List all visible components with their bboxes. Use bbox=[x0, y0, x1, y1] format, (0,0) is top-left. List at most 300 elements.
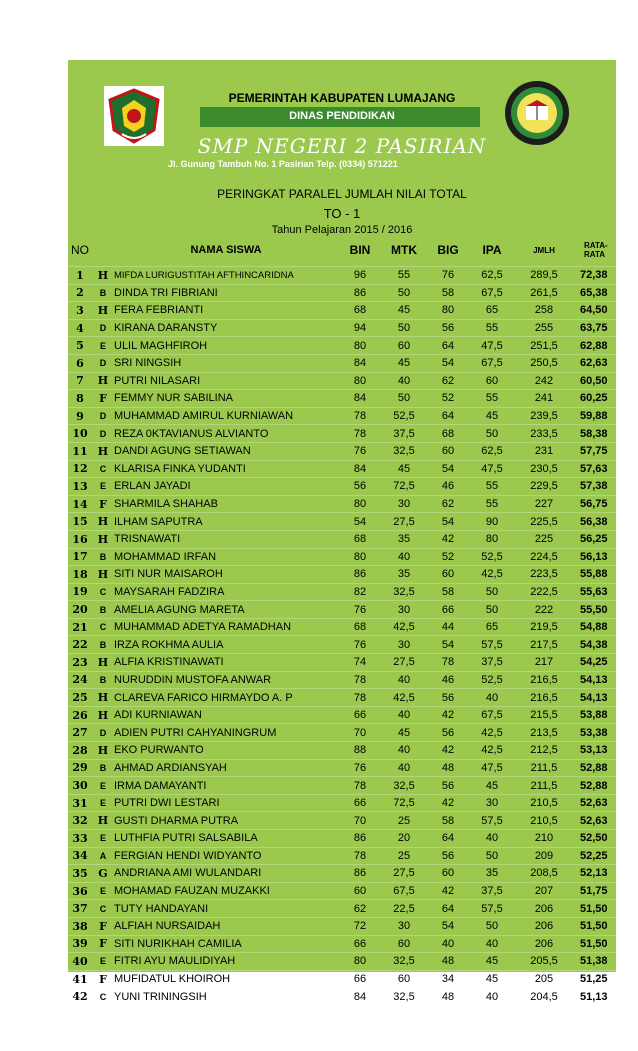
rank-number: 20 bbox=[68, 601, 92, 619]
score-bin: 54 bbox=[338, 513, 382, 531]
table-row bbox=[68, 654, 628, 672]
score-ipa: 55 bbox=[470, 319, 514, 337]
student-name: KIRANA DARANSTY bbox=[114, 319, 338, 337]
score-mtk: 35 bbox=[382, 566, 426, 584]
rank-number: 27 bbox=[68, 724, 92, 742]
score-bin: 84 bbox=[338, 988, 382, 1005]
average-score: 56,75 bbox=[574, 495, 628, 513]
table-row bbox=[68, 900, 628, 918]
score-big: 48 bbox=[426, 988, 470, 1005]
score-big: 58 bbox=[426, 812, 470, 830]
table-row bbox=[68, 425, 628, 443]
score-ipa: 47,5 bbox=[470, 460, 514, 478]
total-score: 206 bbox=[514, 900, 574, 918]
table-row bbox=[68, 284, 628, 302]
average-score: 54,13 bbox=[574, 689, 628, 707]
score-mtk: 27,5 bbox=[382, 654, 426, 672]
score-bin: 68 bbox=[338, 302, 382, 320]
score-bin: 80 bbox=[338, 548, 382, 566]
student-name: DINDA TRI FIBRIANI bbox=[114, 284, 338, 302]
score-ipa: 40 bbox=[470, 689, 514, 707]
class-code: H bbox=[92, 372, 114, 390]
class-code: A bbox=[92, 847, 114, 865]
score-mtk: 52,5 bbox=[382, 407, 426, 425]
score-ipa: 30 bbox=[470, 794, 514, 812]
score-ipa: 80 bbox=[470, 530, 514, 548]
average-score: 57,63 bbox=[574, 460, 628, 478]
total-score: 212,5 bbox=[514, 742, 574, 760]
score-mtk: 32,5 bbox=[382, 953, 426, 971]
score-bin: 94 bbox=[338, 319, 382, 337]
average-score: 53,13 bbox=[574, 742, 628, 760]
average-score: 55,50 bbox=[574, 601, 628, 619]
average-score: 57,38 bbox=[574, 478, 628, 496]
score-ipa: 57,5 bbox=[470, 812, 514, 830]
student-name: GUSTI DHARMA PUTRA bbox=[114, 812, 338, 830]
total-score: 213,5 bbox=[514, 724, 574, 742]
score-mtk: 45 bbox=[382, 460, 426, 478]
score-big: 52 bbox=[426, 548, 470, 566]
table-row bbox=[68, 794, 628, 812]
student-name: ILHAM SAPUTRA bbox=[114, 513, 338, 531]
score-mtk: 20 bbox=[382, 830, 426, 848]
score-bin: 80 bbox=[338, 337, 382, 355]
total-score: 216,5 bbox=[514, 689, 574, 707]
score-big: 68 bbox=[426, 425, 470, 443]
rank-number: 8 bbox=[68, 390, 92, 408]
table-row bbox=[68, 583, 628, 601]
average-score: 51,50 bbox=[574, 935, 628, 953]
score-ipa: 45 bbox=[470, 953, 514, 971]
class-code: C bbox=[92, 583, 114, 601]
average-score: 53,88 bbox=[574, 706, 628, 724]
student-name: MAYSARAH FADZIRA bbox=[114, 583, 338, 601]
average-score: 64,50 bbox=[574, 302, 628, 320]
score-ipa: 45 bbox=[470, 777, 514, 795]
table-row bbox=[68, 354, 628, 372]
col-jmlh: JMLH bbox=[533, 245, 555, 255]
class-code: F bbox=[92, 390, 114, 408]
class-code: H bbox=[92, 530, 114, 548]
total-score: 289,5 bbox=[514, 267, 574, 285]
table-row bbox=[68, 636, 628, 654]
rank-number: 32 bbox=[68, 812, 92, 830]
score-bin: 80 bbox=[338, 372, 382, 390]
student-name: ANDRIANA AMI WULANDARI bbox=[114, 865, 338, 883]
score-mtk: 30 bbox=[382, 495, 426, 513]
total-score: 222 bbox=[514, 601, 574, 619]
class-code: E bbox=[92, 337, 114, 355]
total-score: 225,5 bbox=[514, 513, 574, 531]
rank-number: 33 bbox=[68, 830, 92, 848]
total-score: 242 bbox=[514, 372, 574, 390]
score-ipa: 57,5 bbox=[470, 900, 514, 918]
score-bin: 70 bbox=[338, 812, 382, 830]
score-bin: 60 bbox=[338, 882, 382, 900]
score-ipa: 65 bbox=[470, 618, 514, 636]
class-code: F bbox=[92, 935, 114, 953]
col-ipa: IPA bbox=[482, 243, 502, 257]
score-mtk: 32,5 bbox=[382, 442, 426, 460]
score-mtk: 67,5 bbox=[382, 882, 426, 900]
table-row bbox=[68, 618, 628, 636]
class-code: C bbox=[92, 618, 114, 636]
score-ipa: 47,5 bbox=[470, 759, 514, 777]
average-score: 55,88 bbox=[574, 566, 628, 584]
score-ipa: 67,5 bbox=[470, 284, 514, 302]
student-name: ADIEN PUTRI CAHYANINGRUM bbox=[114, 724, 338, 742]
student-name: IRMA DAMAYANTI bbox=[114, 777, 338, 795]
score-bin: 86 bbox=[338, 566, 382, 584]
score-mtk: 27,5 bbox=[382, 513, 426, 531]
score-bin: 56 bbox=[338, 478, 382, 496]
score-big: 42 bbox=[426, 530, 470, 548]
score-ipa: 40 bbox=[470, 830, 514, 848]
score-big: 54 bbox=[426, 513, 470, 531]
table-row bbox=[68, 478, 628, 496]
student-name: LUTHFIA PUTRI SALSABILA bbox=[114, 830, 338, 848]
score-bin: 84 bbox=[338, 460, 382, 478]
score-big: 60 bbox=[426, 442, 470, 460]
score-mtk: 45 bbox=[382, 302, 426, 320]
rank-number: 28 bbox=[68, 742, 92, 760]
total-score: 207 bbox=[514, 882, 574, 900]
student-name: NURUDDIN MUSTOFA ANWAR bbox=[114, 671, 338, 689]
ranking-title: PERINGKAT PARALEL JUMLAH NILAI TOTAL bbox=[217, 187, 467, 201]
average-score: 55,63 bbox=[574, 583, 628, 601]
score-bin: 76 bbox=[338, 442, 382, 460]
average-score: 56,13 bbox=[574, 548, 628, 566]
average-score: 52,50 bbox=[574, 830, 628, 848]
rank-number: 22 bbox=[68, 636, 92, 654]
class-code: H bbox=[92, 706, 114, 724]
class-code: D bbox=[92, 724, 114, 742]
score-ipa: 47,5 bbox=[470, 337, 514, 355]
average-score: 51,13 bbox=[574, 988, 628, 1005]
score-ipa: 42,5 bbox=[470, 724, 514, 742]
score-big: 54 bbox=[426, 917, 470, 935]
score-ipa: 35 bbox=[470, 865, 514, 883]
score-mtk: 32,5 bbox=[382, 988, 426, 1005]
rank-number: 40 bbox=[68, 953, 92, 971]
student-name: IRZA ROKHMA AULIA bbox=[114, 636, 338, 654]
score-ipa: 50 bbox=[470, 583, 514, 601]
col-mtk: MTK bbox=[391, 243, 417, 257]
student-name: FERGIAN HENDI WIDYANTO bbox=[114, 847, 338, 865]
rank-number: 24 bbox=[68, 671, 92, 689]
table-row bbox=[68, 724, 628, 742]
score-bin: 68 bbox=[338, 618, 382, 636]
school-address: Jl. Gunung Tambuh No. 1 Pasirian Telp. (0334) 571221 bbox=[168, 159, 398, 169]
score-ipa: 42,5 bbox=[470, 742, 514, 760]
table-row bbox=[68, 302, 628, 320]
score-big: 52 bbox=[426, 390, 470, 408]
student-name: MIFDA LURIGUSTITAH AFTHINCARIDNA bbox=[114, 267, 338, 285]
col-big: BIG bbox=[437, 243, 459, 257]
score-ipa: 45 bbox=[470, 970, 514, 988]
table-row bbox=[68, 689, 628, 707]
total-score: 223,5 bbox=[514, 566, 574, 584]
average-score: 54,88 bbox=[574, 618, 628, 636]
table-row bbox=[68, 566, 628, 584]
col-rata: RATA-RATA bbox=[584, 241, 608, 259]
table-row bbox=[68, 759, 628, 777]
score-ipa: 55 bbox=[470, 478, 514, 496]
score-big: 42 bbox=[426, 794, 470, 812]
average-score: 57,75 bbox=[574, 442, 628, 460]
score-bin: 66 bbox=[338, 935, 382, 953]
table-row bbox=[68, 548, 628, 566]
score-mtk: 40 bbox=[382, 706, 426, 724]
score-big: 42 bbox=[426, 742, 470, 760]
table-row bbox=[68, 407, 628, 425]
student-name: PUTRI DWI LESTARI bbox=[114, 794, 338, 812]
average-score: 72,38 bbox=[574, 267, 628, 285]
average-score: 63,75 bbox=[574, 319, 628, 337]
average-score: 65,38 bbox=[574, 284, 628, 302]
score-mtk: 40 bbox=[382, 372, 426, 390]
score-big: 56 bbox=[426, 724, 470, 742]
score-big: 56 bbox=[426, 689, 470, 707]
class-code: H bbox=[92, 654, 114, 672]
score-mtk: 60 bbox=[382, 935, 426, 953]
class-code: B bbox=[92, 636, 114, 654]
class-code: F bbox=[92, 970, 114, 988]
average-score: 54,38 bbox=[574, 636, 628, 654]
class-code: D bbox=[92, 425, 114, 443]
table-row bbox=[68, 812, 628, 830]
class-code: E bbox=[92, 953, 114, 971]
score-mtk: 50 bbox=[382, 284, 426, 302]
average-score: 62,63 bbox=[574, 354, 628, 372]
average-score: 52,63 bbox=[574, 794, 628, 812]
score-big: 78 bbox=[426, 654, 470, 672]
table-row bbox=[68, 495, 628, 513]
rank-number: 36 bbox=[68, 882, 92, 900]
score-bin: 84 bbox=[338, 390, 382, 408]
score-ipa: 62,5 bbox=[470, 442, 514, 460]
table-row bbox=[68, 970, 628, 988]
score-mtk: 55 bbox=[382, 267, 426, 285]
total-score: 230,5 bbox=[514, 460, 574, 478]
class-code: H bbox=[92, 267, 114, 285]
class-code: E bbox=[92, 478, 114, 496]
score-ipa: 50 bbox=[470, 847, 514, 865]
student-name: CLAREVA FARICO HIRMAYDO A. P bbox=[114, 689, 338, 707]
score-bin: 80 bbox=[338, 495, 382, 513]
student-name: AHMAD ARDIANSYAH bbox=[114, 759, 338, 777]
total-score: 209 bbox=[514, 847, 574, 865]
student-name: ERLAN JAYADI bbox=[114, 478, 338, 496]
average-score: 58,38 bbox=[574, 425, 628, 443]
total-score: 217,5 bbox=[514, 636, 574, 654]
score-ipa: 65 bbox=[470, 302, 514, 320]
student-name: ALFIAH NURSAIDAH bbox=[114, 917, 338, 935]
rank-number: 15 bbox=[68, 513, 92, 531]
average-score: 52,88 bbox=[574, 777, 628, 795]
score-ipa: 50 bbox=[470, 425, 514, 443]
student-name: SHARMILA SHAHAB bbox=[114, 495, 338, 513]
class-code: B bbox=[92, 548, 114, 566]
rank-number: 35 bbox=[68, 865, 92, 883]
total-score: 219,5 bbox=[514, 618, 574, 636]
total-score: 210,5 bbox=[514, 812, 574, 830]
score-ipa: 62,5 bbox=[470, 267, 514, 285]
student-name: DANDI AGUNG SETIAWAN bbox=[114, 442, 338, 460]
score-bin: 78 bbox=[338, 689, 382, 707]
score-ipa: 50 bbox=[470, 601, 514, 619]
score-big: 56 bbox=[426, 777, 470, 795]
table-row bbox=[68, 882, 628, 900]
rank-number: 42 bbox=[68, 988, 92, 1005]
score-bin: 70 bbox=[338, 724, 382, 742]
class-code: D bbox=[92, 319, 114, 337]
table-row bbox=[68, 830, 628, 848]
score-bin: 78 bbox=[338, 425, 382, 443]
rank-number: 18 bbox=[68, 566, 92, 584]
total-score: 215,5 bbox=[514, 706, 574, 724]
rank-number: 11 bbox=[68, 442, 92, 460]
score-big: 48 bbox=[426, 953, 470, 971]
score-mtk: 27,5 bbox=[382, 865, 426, 883]
score-bin: 96 bbox=[338, 267, 382, 285]
score-mtk: 40 bbox=[382, 742, 426, 760]
col-class bbox=[92, 234, 114, 267]
table-row bbox=[68, 988, 628, 1005]
total-score: 208,5 bbox=[514, 865, 574, 883]
student-name: FERA FEBRIANTI bbox=[114, 302, 338, 320]
total-score: 227 bbox=[514, 495, 574, 513]
score-big: 54 bbox=[426, 460, 470, 478]
student-name: SITI NURIKHAH CAMILIA bbox=[114, 935, 338, 953]
average-score: 60,25 bbox=[574, 390, 628, 408]
score-mtk: 60 bbox=[382, 337, 426, 355]
average-score: 51,50 bbox=[574, 917, 628, 935]
average-score: 51,25 bbox=[574, 970, 628, 988]
table-row bbox=[68, 742, 628, 760]
rank-number: 37 bbox=[68, 900, 92, 918]
score-bin: 80 bbox=[338, 953, 382, 971]
score-bin: 76 bbox=[338, 601, 382, 619]
rank-number: 31 bbox=[68, 794, 92, 812]
score-big: 64 bbox=[426, 830, 470, 848]
average-score: 54,25 bbox=[574, 654, 628, 672]
score-bin: 62 bbox=[338, 900, 382, 918]
class-code: C bbox=[92, 460, 114, 478]
rank-number: 34 bbox=[68, 847, 92, 865]
rank-number: 23 bbox=[68, 654, 92, 672]
rank-number: 5 bbox=[68, 337, 92, 355]
score-ipa: 37,5 bbox=[470, 882, 514, 900]
score-ipa: 67,5 bbox=[470, 354, 514, 372]
rank-number: 25 bbox=[68, 689, 92, 707]
score-bin: 76 bbox=[338, 636, 382, 654]
score-big: 62 bbox=[426, 495, 470, 513]
score-big: 34 bbox=[426, 970, 470, 988]
student-name: MUFIDATUL KHOIROH bbox=[114, 970, 338, 988]
class-code: H bbox=[92, 302, 114, 320]
score-big: 58 bbox=[426, 583, 470, 601]
col-name: NAMA SISWA bbox=[190, 244, 262, 256]
total-score: 211,5 bbox=[514, 759, 574, 777]
score-mtk: 40 bbox=[382, 759, 426, 777]
score-ipa: 55 bbox=[470, 495, 514, 513]
average-score: 53,38 bbox=[574, 724, 628, 742]
score-big: 56 bbox=[426, 847, 470, 865]
total-score: 258 bbox=[514, 302, 574, 320]
score-bin: 78 bbox=[338, 777, 382, 795]
score-big: 54 bbox=[426, 354, 470, 372]
score-mtk: 30 bbox=[382, 601, 426, 619]
total-score: 241 bbox=[514, 390, 574, 408]
rank-number: 29 bbox=[68, 759, 92, 777]
score-big: 40 bbox=[426, 935, 470, 953]
rank-number: 1 bbox=[68, 267, 92, 285]
class-code: H bbox=[92, 442, 114, 460]
ranking-sheet bbox=[68, 60, 616, 1004]
score-ipa: 50 bbox=[470, 917, 514, 935]
score-mtk: 60 bbox=[382, 970, 426, 988]
score-bin: 82 bbox=[338, 583, 382, 601]
table-row bbox=[68, 671, 628, 689]
rank-number: 2 bbox=[68, 284, 92, 302]
score-mtk: 42,5 bbox=[382, 618, 426, 636]
total-score: 211,5 bbox=[514, 777, 574, 795]
table-row bbox=[68, 460, 628, 478]
score-ipa: 90 bbox=[470, 513, 514, 531]
total-score: 210 bbox=[514, 830, 574, 848]
score-bin: 86 bbox=[338, 284, 382, 302]
score-big: 42 bbox=[426, 706, 470, 724]
class-code: H bbox=[92, 513, 114, 531]
student-name: EKO PURWANTO bbox=[114, 742, 338, 760]
score-mtk: 45 bbox=[382, 354, 426, 372]
score-ipa: 37,5 bbox=[470, 654, 514, 672]
score-mtk: 72,5 bbox=[382, 794, 426, 812]
student-name: PUTRI NILASARI bbox=[114, 372, 338, 390]
score-mtk: 35 bbox=[382, 530, 426, 548]
average-score: 54,13 bbox=[574, 671, 628, 689]
class-code: E bbox=[92, 882, 114, 900]
table-row bbox=[68, 777, 628, 795]
score-big: 46 bbox=[426, 478, 470, 496]
rank-number: 30 bbox=[68, 777, 92, 795]
rank-number: 38 bbox=[68, 917, 92, 935]
score-big: 46 bbox=[426, 671, 470, 689]
student-name: KLARISA FINKA YUDANTI bbox=[114, 460, 338, 478]
table-row bbox=[68, 953, 628, 971]
class-code: B bbox=[92, 671, 114, 689]
rank-number: 17 bbox=[68, 548, 92, 566]
score-bin: 78 bbox=[338, 407, 382, 425]
class-code: F bbox=[92, 495, 114, 513]
student-name: YUNI TRININGSIH bbox=[114, 988, 338, 1005]
ranking-table bbox=[68, 234, 628, 1005]
class-code: B bbox=[92, 601, 114, 619]
score-bin: 86 bbox=[338, 865, 382, 883]
score-bin: 88 bbox=[338, 742, 382, 760]
score-big: 42 bbox=[426, 882, 470, 900]
department-name: DINAS PENDIDIKAN bbox=[289, 110, 395, 122]
score-big: 62 bbox=[426, 372, 470, 390]
table-row bbox=[68, 319, 628, 337]
score-bin: 76 bbox=[338, 759, 382, 777]
table-row bbox=[68, 513, 628, 531]
score-bin: 84 bbox=[338, 354, 382, 372]
average-score: 52,63 bbox=[574, 812, 628, 830]
rank-number: 19 bbox=[68, 583, 92, 601]
average-score: 60,50 bbox=[574, 372, 628, 390]
